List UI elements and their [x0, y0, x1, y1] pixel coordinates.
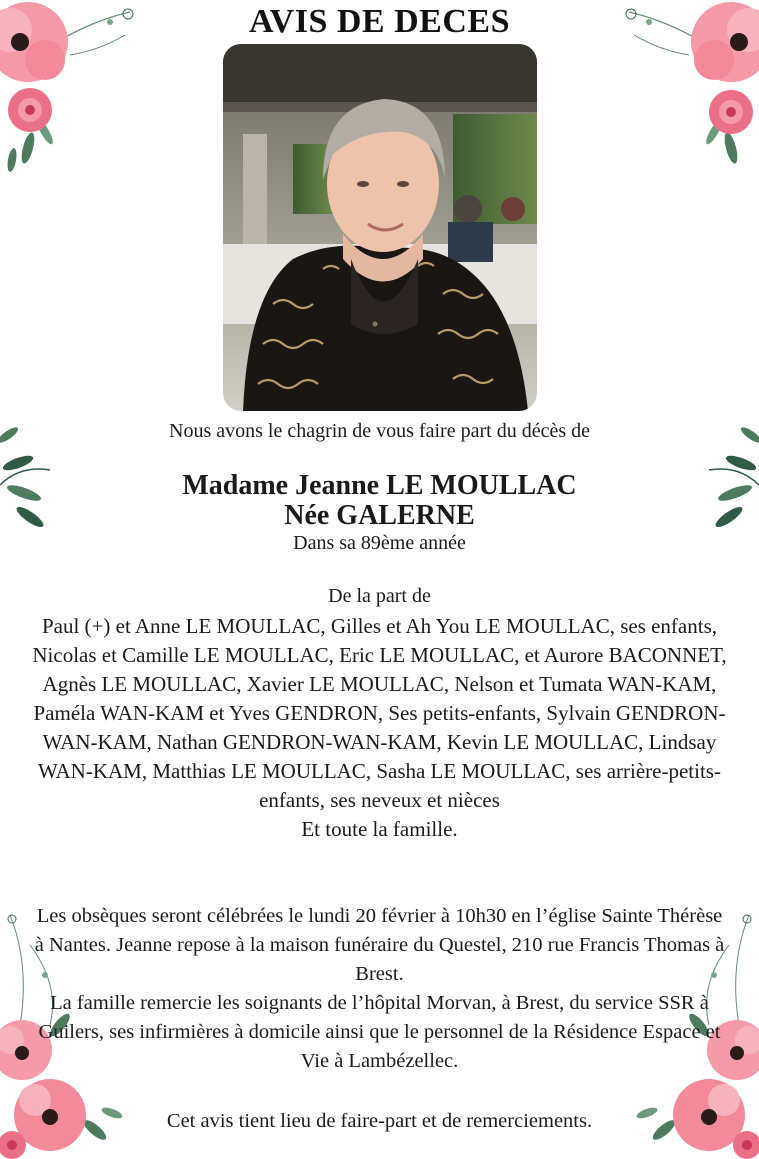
- deceased-name: Madame Jeanne LE MOULLAC: [182, 470, 577, 501]
- from-label: De la part de: [328, 585, 431, 607]
- closing-text: Cet avis tient lieu de faire-part et de remerciements.: [166, 1110, 593, 1132]
- maiden-name: Née GALERNE: [284, 500, 475, 531]
- notice-title: AVIS DE DECES: [249, 3, 510, 40]
- thanks-text: La famille remercie les soignants de l’hôpital Morvan, à Brest, du service SSR à Guilers, ses infirmières à domicile ainsi que le personnel de la Résidence Espace et Vie à Lambézellec.: [38, 992, 721, 1072]
- flower-icon: [709, 90, 753, 134]
- family-block: [20, 612, 739, 844]
- intro-text: Nous avons le chagrin de vous faire part du décès de: [169, 420, 590, 442]
- family-closing: Et toute la famille.: [301, 817, 458, 841]
- funeral-block: [30, 902, 729, 1076]
- flower-icon: [8, 88, 52, 132]
- portrait-photo: [223, 44, 537, 411]
- age-text: Dans sa 89ème année: [293, 532, 466, 554]
- funeral-details: Les obsèques seront célébrées le lundi 20 février à 10h30 en l’église Sainte Thérèse à Nantes. Jeanne repose à la maison funéraire du Questel, 210 rue Francis Thomas à Brest.: [34, 905, 725, 985]
- family-list: Paul (+) et Anne LE MOULLAC, Gilles et Ah You LE MOULLAC, ses enfants, Nicolas et Camille LE MOULLAC, Eric LE MOULLAC, et Aurore BACONNET, Agnès LE MOULLAC, Xavier LE MOULLAC, Nelson et Tumata WAN-KAM, Paméla WAN-KAM et Yves GENDRON, Ses petits-enfants, Sylvain GENDRON-WAN-KAM, Nathan GENDRON-WAN-KAM, Kevin LE MOULLAC, Lindsay WAN-KAM, Matthias LE MOULLAC, Sasha LE MOULLAC, ses arrière-petits-enfants, ses neveux et nièces: [32, 614, 727, 812]
